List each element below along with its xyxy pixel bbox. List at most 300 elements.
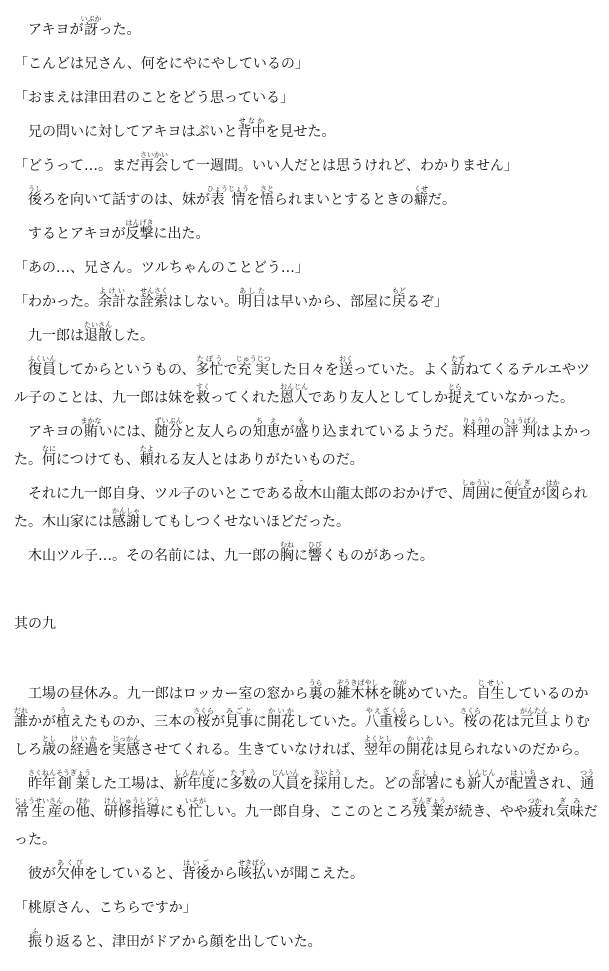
ruby-base: 配置 [509, 776, 538, 792]
ruby-word [80, 15, 102, 38]
text-run: だった。 [14, 804, 598, 848]
ruby-base: 何 [42, 452, 56, 468]
ruby-word [503, 479, 532, 502]
ruby-word [476, 679, 505, 702]
text-run: にも [159, 804, 188, 820]
ruby-word [125, 219, 154, 242]
text-run: の花は [478, 714, 520, 730]
ruby-word [509, 769, 538, 792]
ruby-base: 欠伸 [56, 866, 84, 882]
text-run: した工場は、 [89, 776, 174, 792]
ruby-reading: かいか [267, 707, 295, 715]
text-run: ねてくるテルエやツル子のことは、九一郎は妹を [14, 362, 590, 406]
ruby-word [267, 707, 295, 730]
ruby-reading: けいか [70, 735, 98, 743]
ruby-base: 桜 [193, 714, 214, 730]
section-gap [14, 638, 599, 674]
ruby-base: 八重桜 [365, 714, 407, 730]
ruby-word [364, 735, 392, 758]
text-run: と友人らの [182, 424, 253, 440]
text-run: はしない。 [168, 294, 238, 310]
ruby-base: 詮索 [140, 294, 168, 310]
text-run: 工場の昼休み。九一郎はロッカー室の窓から [28, 686, 309, 702]
ruby-word [56, 859, 84, 882]
paragraph [14, 764, 599, 854]
ruby-base: 盛 [294, 424, 309, 440]
text-run: は早いから、部屋に [266, 294, 392, 310]
text-run: が [495, 776, 510, 792]
paragraph [14, 536, 599, 570]
text-run: した日々を [268, 362, 339, 378]
ruby-word [338, 355, 353, 378]
section-heading: 其の九 [14, 616, 56, 632]
ruby-base: 開花 [406, 742, 434, 758]
ruby-base: 響 [308, 548, 322, 564]
ruby-reading: も [294, 417, 309, 425]
text-run: 彼が [28, 866, 56, 882]
ruby-base: 訪 [450, 362, 465, 378]
ruby-reading: ひょうばん [502, 417, 538, 425]
ruby-word [448, 383, 462, 406]
ruby-reading: あくび [56, 859, 84, 867]
text-run: の [392, 742, 406, 758]
paragraph [14, 474, 599, 536]
text-run: が続き、やや [444, 804, 528, 820]
ruby-base: 通常生産 [14, 776, 595, 820]
ruby-reading: ぶしょ [411, 769, 440, 777]
text-run: の [56, 742, 70, 758]
text-run: られまいとするときの [274, 192, 414, 208]
text-run: えていなかった。 [462, 390, 574, 406]
text-run: った。 [98, 22, 141, 38]
ruby-reading: つか [527, 797, 542, 805]
ruby-base: 植 [56, 714, 70, 730]
paragraph [14, 146, 599, 180]
ruby-reading: かんしゃ [112, 507, 140, 515]
ruby-word [28, 355, 56, 378]
ruby-reading: むね [280, 541, 294, 549]
ruby-reading: ぞうきばやし [336, 679, 379, 687]
text-run: 木山龍太郎のおかげで、 [308, 486, 462, 502]
ruby-word [184, 797, 206, 820]
ruby-reading: かいか [406, 735, 434, 743]
ruby-reading: ひび [308, 541, 322, 549]
ruby-word [56, 769, 91, 792]
ruby-reading: くせ [414, 185, 428, 193]
text-run: 兄の問いに対してアキヨはぷいと [28, 124, 238, 140]
ruby-base: 多数 [229, 776, 258, 792]
paragraph [14, 180, 599, 214]
paragraph [14, 282, 599, 316]
text-run: れる友人とはありがたいものだ。 [153, 452, 364, 468]
ruby-word [28, 185, 42, 208]
ruby-base: 送 [338, 362, 353, 378]
paragraph [14, 78, 599, 112]
ruby-word [154, 417, 183, 440]
ruby-base: 新人 [467, 776, 496, 792]
ruby-base: 咳払 [238, 866, 266, 882]
ruby-word [84, 321, 112, 344]
text-run: よりむしろ [14, 714, 590, 758]
ruby-word [294, 417, 309, 440]
ruby-word [196, 383, 210, 406]
ruby-base: 人員 [271, 776, 300, 792]
ruby-word [271, 769, 300, 792]
ruby-reading: もど [392, 287, 406, 295]
text-run: され、 [537, 776, 581, 792]
ruby-base: 後 [28, 192, 42, 208]
chapter-previous-section [14, 10, 599, 570]
ruby-word [225, 707, 253, 730]
text-run: を [378, 686, 393, 702]
ruby-word [103, 797, 160, 820]
paragraph [14, 248, 599, 282]
ruby-reading: たよ [139, 445, 154, 453]
ruby-base: 図 [545, 486, 560, 502]
ruby-reading: みごと [225, 707, 253, 715]
ruby-word [280, 541, 294, 564]
ruby-word [450, 355, 465, 378]
ruby-reading: じゅうじつ [235, 355, 271, 363]
ruby-word [98, 287, 126, 310]
paragraph [14, 350, 599, 412]
paragraph [14, 10, 599, 44]
ruby-base: 再会 [140, 158, 168, 174]
ruby-base: 部署 [411, 776, 440, 792]
ruby-base: 元旦 [520, 714, 548, 730]
ruby-base: 評判 [502, 424, 538, 440]
ruby-word [237, 117, 266, 140]
text-run: してもしつくせないほどだった。 [140, 514, 350, 530]
ruby-word [260, 185, 274, 208]
ruby-reading: とし [42, 735, 56, 743]
ruby-reading: ふ [28, 927, 42, 935]
ruby-reading: よくとし [364, 735, 392, 743]
ruby-word [313, 769, 342, 792]
ruby-word [56, 707, 70, 730]
ruby-word [411, 769, 440, 792]
text-run: り返ると、津田がドアから顔を出していた。 [42, 934, 322, 950]
text-run: の [322, 686, 337, 702]
ruby-base: 気味 [555, 804, 584, 820]
ruby-reading: たいさん [84, 321, 112, 329]
ruby-word [467, 769, 496, 792]
text-run: しているのか [504, 686, 589, 702]
ruby-base: 救 [196, 390, 210, 406]
ruby-word [411, 797, 447, 820]
ruby-base: 忙 [184, 804, 206, 820]
ruby-reading: だれ [14, 707, 28, 715]
ruby-reading: たすう [229, 769, 258, 777]
ruby-word [294, 479, 308, 502]
ruby-reading: しんねんど [173, 769, 216, 777]
ruby-base: 経過 [70, 742, 98, 758]
ruby-base: 裏 [308, 686, 323, 702]
ruby-reading: やえざくら [365, 707, 407, 715]
ruby-base: 昨年 [28, 776, 56, 792]
ruby-word [308, 541, 322, 564]
section-gap [14, 570, 599, 604]
text-run: めていた。 [406, 686, 477, 702]
ruby-word [140, 151, 168, 174]
ruby-reading: いそが [184, 797, 206, 805]
ruby-reading: じっかん [112, 735, 140, 743]
ruby-reading: さいかい [140, 151, 168, 159]
ruby-base: 残業 [411, 804, 447, 820]
ruby-reading: さくら [460, 707, 481, 715]
text-run: させてくれる。生きていなければ、 [140, 742, 364, 758]
ruby-word [235, 355, 271, 378]
ruby-base: 疲 [527, 804, 542, 820]
text-run: 木山ツル子…。その名前には、九一郎の [28, 548, 280, 564]
ruby-base: 実感 [112, 742, 140, 758]
ruby-word [42, 445, 56, 468]
text-run: しい。九一郎自身、ここのところ [202, 804, 413, 820]
text-run: 「こんどは兄さん、何をにやにやしているの」 [14, 56, 309, 72]
ruby-base: 自生 [476, 686, 505, 702]
ruby-word [139, 445, 154, 468]
ruby-word [462, 417, 491, 440]
ruby-base: 桜 [460, 714, 481, 730]
text-run: くものがあった。 [322, 548, 434, 564]
ruby-word [207, 185, 249, 208]
ruby-word [238, 859, 266, 882]
ruby-reading: せきばら [238, 859, 266, 867]
ruby-reading: はんげき [125, 219, 154, 227]
ruby-reading: べんぎ [503, 479, 532, 487]
text-run: は見られないのだから。 [434, 742, 588, 758]
ruby-reading: はいち [509, 769, 538, 777]
ruby-reading: せなか [237, 117, 266, 125]
ruby-reading: よけい [98, 287, 126, 295]
text-run: を見せた。 [265, 124, 336, 140]
ruby-reading: さいよう [313, 769, 342, 777]
ruby-word [252, 417, 281, 440]
ruby-base: 便宜 [503, 486, 532, 502]
ruby-base: 他 [75, 804, 90, 820]
ruby-base: 捉 [448, 390, 462, 406]
text-run: かが [28, 714, 56, 730]
chapter-section-nine [14, 674, 599, 956]
ruby-base: 料理 [462, 424, 491, 440]
ruby-word [70, 735, 98, 758]
ruby-reading: なが [392, 679, 407, 687]
paragraph [14, 44, 599, 78]
text-run: いが聞こえた。 [266, 866, 364, 882]
ruby-word [555, 797, 584, 820]
ruby-reading: ずいぶん [154, 417, 183, 425]
paragraph [14, 674, 599, 764]
text-run: 「桃原さん、こちらですか」 [14, 900, 197, 916]
ruby-word [229, 769, 258, 792]
ruby-word [545, 479, 560, 502]
ruby-base: 見事 [225, 714, 253, 730]
ruby-reading: ちえ [252, 417, 281, 425]
ruby-base: 周囲 [461, 486, 490, 502]
paragraph [14, 854, 599, 888]
ruby-reading: すく [196, 383, 210, 391]
text-run: いには、 [98, 424, 155, 440]
text-run: アキヨが [28, 22, 84, 38]
text-run: り込まれているようだ。 [308, 424, 463, 440]
text-run: を [98, 742, 112, 758]
text-run: して一週間。いい人だとは思うけれど、わかりません」 [168, 158, 518, 174]
ruby-base: 採用 [313, 776, 342, 792]
ruby-reading: こ [294, 479, 308, 487]
text-run: えたものか、三本の [70, 714, 196, 730]
text-run: の [257, 776, 272, 792]
ruby-word [75, 797, 90, 820]
text-run: を [246, 192, 260, 208]
text-run: に [294, 548, 308, 564]
ruby-word [406, 735, 434, 758]
ruby-word [42, 735, 56, 758]
ruby-reading: そうぎょう [56, 769, 91, 777]
ruby-base: 恩人 [280, 390, 308, 406]
ruby-reading: さと [260, 185, 274, 193]
ruby-reading: とら [448, 383, 462, 391]
document-page [14, 10, 599, 956]
ruby-reading: たず [450, 355, 465, 363]
ruby-base: 反撃 [125, 226, 154, 242]
text-run: 「あの…、兄さん。ツルちゃんのことどう…」 [14, 260, 309, 276]
ruby-base: 訝 [80, 22, 102, 38]
ruby-word [392, 287, 406, 310]
ruby-word [238, 287, 266, 310]
ruby-reading: さくら [193, 707, 214, 715]
ruby-word [28, 927, 42, 950]
ruby-base: 戻 [392, 294, 406, 310]
ruby-reading: がんたん [520, 707, 548, 715]
ruby-reading: あした [238, 287, 266, 295]
ruby-base: 胸 [280, 548, 294, 564]
text-run: から [210, 866, 238, 882]
ruby-reading: う [56, 707, 70, 715]
text-run: の [490, 424, 505, 440]
text-run: 「どうって…。まだ [14, 158, 140, 174]
ruby-reading: しゅうい [461, 479, 490, 487]
ruby-reading: しんじん [467, 769, 496, 777]
text-run: が [211, 714, 225, 730]
ruby-base: 歳 [42, 742, 56, 758]
text-run: を [299, 776, 314, 792]
ruby-reading: さくねん [28, 769, 56, 777]
ruby-base: 余計 [98, 294, 126, 310]
ruby-base: 創業 [56, 776, 91, 792]
text-run: ってくれた [210, 390, 280, 406]
ruby-reading: りょうり [462, 417, 491, 425]
ruby-word [80, 417, 102, 440]
ruby-base: 充実 [235, 362, 271, 378]
ruby-base: 背中 [237, 124, 266, 140]
ruby-reading: ぎみ [555, 797, 584, 805]
ruby-word [392, 679, 407, 702]
text-run: につけても、 [56, 452, 140, 468]
ruby-word [140, 287, 168, 310]
text-run: られた。木山家には [14, 486, 588, 530]
ruby-base: 復員 [28, 362, 56, 378]
ruby-word [173, 769, 216, 792]
text-run: の [61, 804, 76, 820]
text-run: をしていると、 [84, 866, 182, 882]
ruby-reading: つうじょうせいさん [14, 769, 595, 805]
ruby-word [182, 859, 210, 882]
ruby-reading: うら [308, 679, 323, 687]
ruby-reading: おく [338, 355, 353, 363]
ruby-word [112, 735, 140, 758]
ruby-word [527, 797, 542, 820]
ruby-word [112, 507, 140, 530]
ruby-base: 感謝 [112, 514, 140, 530]
ruby-reading: まかな [80, 417, 102, 425]
ruby-base: 故 [294, 486, 308, 502]
paragraph [14, 214, 599, 248]
text-run: にも [439, 776, 468, 792]
ruby-reading: はか [545, 479, 560, 487]
paragraph [14, 412, 599, 474]
ruby-base: 悟 [260, 192, 274, 208]
ruby-reading: けんしゅうしどう [103, 797, 160, 805]
text-run: に [215, 776, 230, 792]
ruby-reading: せんさく [140, 287, 168, 295]
text-run: であり友人としてしか [308, 390, 448, 406]
ruby-reading: うし [28, 185, 42, 193]
ruby-word [414, 185, 428, 208]
ruby-reading: いぶか [80, 15, 102, 23]
ruby-base: 研修指導 [103, 804, 160, 820]
ruby-base: 雑木林 [336, 686, 379, 702]
paragraph [14, 316, 599, 350]
ruby-base: 随分 [154, 424, 183, 440]
text-run: した。どの [341, 776, 412, 792]
ruby-word [460, 707, 481, 730]
text-run: 「おまえは津田君のことをどう思っている」 [14, 90, 294, 106]
text-run: するとアキヨが [28, 226, 126, 242]
text-run: アキヨの [28, 424, 84, 440]
text-run: だ。 [428, 192, 456, 208]
text-run: るぞ」 [406, 294, 448, 310]
text-run: していた。 [295, 714, 365, 730]
ruby-base: 開花 [267, 714, 295, 730]
ruby-reading: じせい [476, 679, 505, 687]
ruby-word [365, 707, 407, 730]
ruby-reading: たぼう [195, 355, 224, 363]
text-run: に出た。 [153, 226, 210, 242]
text-run: それに九一郎自身、ツル子のいとこである [28, 486, 294, 502]
paragraph [14, 922, 599, 956]
text-run: に [489, 486, 504, 502]
ruby-word [28, 769, 56, 792]
text-run: した。 [112, 328, 154, 344]
paragraph [14, 888, 599, 922]
ruby-word [280, 383, 308, 406]
ruby-reading: じんいん [271, 769, 300, 777]
ruby-reading: はいご [182, 859, 210, 867]
text-run: れ [541, 804, 556, 820]
paragraph [14, 112, 599, 146]
ruby-word [502, 417, 538, 440]
ruby-base: 退散 [84, 328, 112, 344]
ruby-base: 振 [28, 934, 42, 950]
ruby-base: 癖 [414, 192, 428, 208]
text-run: してからというもの、 [56, 362, 196, 378]
text-run: らしい。 [407, 714, 463, 730]
text-run: で [223, 362, 238, 378]
ruby-word [520, 707, 548, 730]
ruby-word [336, 679, 379, 702]
text-run: 「わかった。 [14, 294, 98, 310]
text-run: が [531, 486, 546, 502]
